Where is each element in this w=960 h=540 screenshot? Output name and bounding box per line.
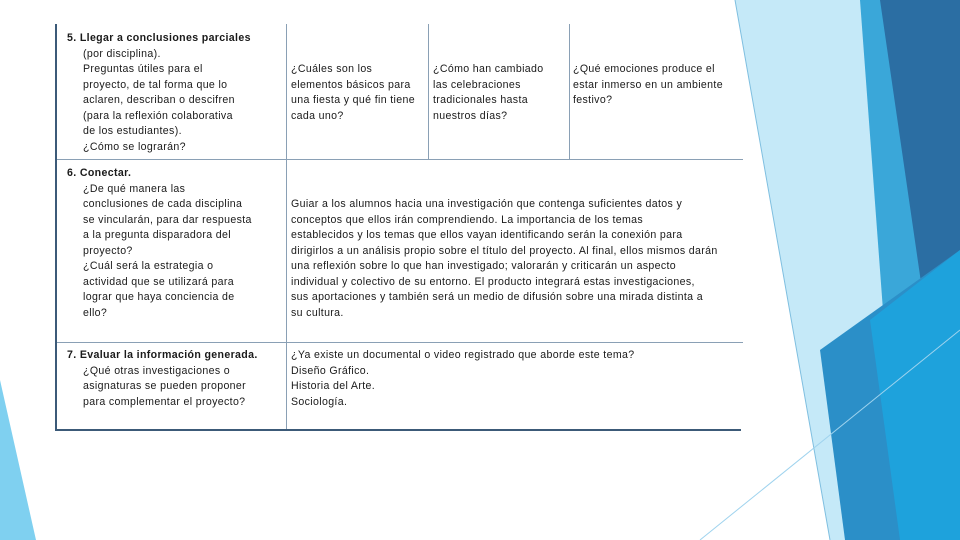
row-6-answer-text: Guiar a los alumnos hacia una investigación que contenga suficientes datos y conceptos que ellos irán comprendiendo. La importancia de los temas establecidos y los temas que ellos vayan identificando serán la conexión para dirigirlos a un análisis propio sobre el título del proyecto. Al final, ellos mismos darán una reflexión sobre lo que han investigado; valorarán y criticarán un aspecto individual y colectivo de su entorno. El producto integrará estas investigaciones, sus aportaciones y también será un medio de difusión sobre una mirada distinta a su cultura. bbox=[291, 198, 718, 319]
row-5-question-1 bbox=[291, 62, 426, 124]
row-6-answer bbox=[291, 197, 741, 321]
row-5-heading: 5. Llegar a conclusiones parciales bbox=[67, 32, 251, 44]
left-accent-shape bbox=[0, 380, 36, 540]
question-1-text: ¿Cuáles son los elementos básicos para una fiesta y qué fin tiene cada uno? bbox=[291, 63, 415, 122]
row-6-criteria-cell bbox=[67, 166, 282, 321]
row-5-description: (por disciplina). Preguntas útiles para el proyecto, de tal forma que lo aclaren, describan o descifren (para la reflexión colaborativa de los estudiantes). ¿Cómo se lograrán? bbox=[83, 47, 235, 153]
row-7-description: ¿Qué otras investigaciones o asignaturas se pueden proponer para complementar el proyecto? bbox=[83, 364, 247, 408]
row-7-criteria-cell bbox=[67, 348, 282, 410]
row-6-heading: 6. Conectar. bbox=[67, 167, 132, 179]
row-5-question-2 bbox=[433, 62, 567, 124]
row-5-question-3 bbox=[573, 62, 741, 109]
row-7-answer bbox=[291, 348, 741, 410]
project-table bbox=[55, 24, 741, 431]
row-6-description: ¿De qué manera las conclusiones de cada disciplina se vincularán, para dar respuesta a la pregunta disparadora del proyecto? ¿Cuál será la estrategia o actividad que se utilizará para lograr que haya conciencia de ello? bbox=[83, 182, 252, 319]
row-7-heading: 7. Evaluar la información generada. bbox=[67, 349, 258, 361]
question-3-text: ¿Qué emociones produce el estar inmerso en un ambiente festivo? bbox=[573, 63, 723, 106]
row-7-answer-text: ¿Ya existe un documental o video registrado que aborde este tema? Diseño Gráfico. Historia del Arte. Sociología. bbox=[291, 349, 635, 408]
question-2-text: ¿Cómo han cambiado las celebraciones tradicionales hasta nuestros días? bbox=[433, 63, 544, 122]
row-5-criteria-cell bbox=[67, 31, 282, 155]
